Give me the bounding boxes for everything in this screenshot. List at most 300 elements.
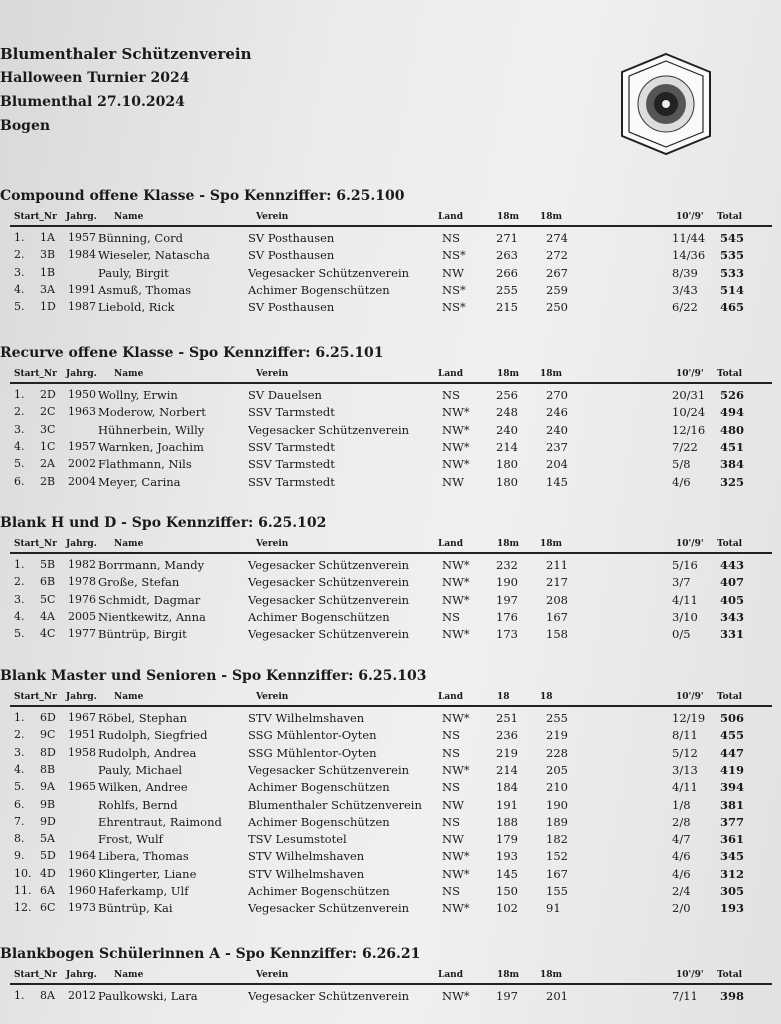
- club: SSG Mühlentor-Oyten: [248, 728, 377, 743]
- birth-year: 1976: [68, 592, 96, 606]
- region: NW*: [442, 627, 470, 642]
- total-score: 506: [720, 711, 745, 725]
- column-header: Total: [717, 970, 743, 980]
- rank: 3.: [14, 745, 25, 759]
- score-1: 197: [496, 592, 518, 607]
- score-1: 197: [496, 989, 518, 1003]
- score-1: 236: [496, 728, 518, 743]
- total-score: 312: [720, 866, 745, 881]
- score-2: 91: [546, 901, 561, 916]
- total-score: 465: [720, 300, 745, 315]
- column-header: 18m: [540, 539, 563, 549]
- score-1: 214: [496, 439, 518, 454]
- start-nr: 9B: [40, 797, 56, 811]
- score-2: 255: [546, 711, 568, 725]
- athlete-name: Klingerter, Liane: [98, 866, 197, 881]
- score-2: 204: [546, 457, 568, 472]
- total-score: 419: [720, 762, 745, 777]
- club: TSV Lesumstotel: [248, 832, 347, 847]
- tens-nines: 3/13: [672, 762, 698, 777]
- column-header: Name: [114, 970, 144, 980]
- rank: 8.: [14, 832, 25, 846]
- rank: 6.: [14, 797, 25, 811]
- rank: 5.: [14, 457, 25, 471]
- start-nr: 1A: [40, 231, 55, 244]
- score-1: 255: [496, 282, 518, 297]
- section-title: Compound offene Klasse - Spo Kennziffer: 6.25.100: [0, 188, 405, 204]
- score-2: 158: [546, 627, 568, 642]
- start-nr: 2B: [40, 474, 56, 488]
- birth-year: 1965: [68, 780, 96, 794]
- column-header: Total: [717, 369, 743, 379]
- start-nr: 6B: [40, 575, 56, 589]
- start-nr: 1D: [40, 300, 56, 314]
- start-nr: 5D: [40, 849, 56, 863]
- rank: 4.: [14, 762, 25, 776]
- tens-nines: 2/0: [672, 901, 691, 916]
- rank: 5.: [14, 780, 25, 794]
- athlete-name: Pauly, Michael: [98, 762, 183, 777]
- region: NS: [442, 609, 460, 624]
- column-header: Jahrg.: [66, 539, 97, 549]
- header-rule: [10, 983, 772, 985]
- birth-year: 1987: [68, 300, 96, 314]
- athlete-name: Hühnerbein, Willy: [98, 422, 205, 437]
- athlete-name: Asmuß, Thomas: [98, 282, 192, 297]
- total-score: 305: [720, 884, 745, 898]
- score-2: 155: [546, 884, 568, 898]
- club: Achimer Bogenschützen: [248, 282, 390, 297]
- score-1: 179: [496, 832, 518, 847]
- tens-nines: 4/11: [672, 780, 698, 795]
- column-header: 10'/9': [676, 539, 704, 549]
- start-nr: 1B: [40, 265, 56, 279]
- column-header: 10'/9': [676, 212, 704, 222]
- score-2: 270: [546, 388, 568, 402]
- column-header: Start_Nr: [14, 970, 57, 980]
- total-score: 451: [720, 439, 745, 454]
- score-1: 173: [496, 627, 518, 642]
- column-header: 18m: [540, 369, 563, 379]
- tens-nines: 4/6: [672, 866, 691, 881]
- score-2: 240: [546, 422, 568, 437]
- score-2: 190: [546, 797, 568, 812]
- column-header: Total: [717, 692, 743, 702]
- score-1: 150: [496, 884, 518, 898]
- start-nr: 9C: [40, 728, 56, 742]
- rank: 7.: [14, 814, 25, 828]
- column-header: Name: [114, 369, 144, 379]
- region: NS: [442, 388, 460, 402]
- score-1: 191: [496, 797, 518, 812]
- birth-year: 1991: [68, 282, 96, 296]
- region: NS: [442, 780, 460, 795]
- total-score: 193: [720, 901, 745, 916]
- total-score: 384: [720, 457, 745, 472]
- club: STV Wilhelmshaven: [248, 711, 365, 725]
- total-score: 447: [720, 745, 745, 760]
- score-2: 201: [546, 989, 568, 1003]
- region: NW: [442, 797, 464, 812]
- place-date: Blumenthal 27.10.2024: [0, 94, 185, 110]
- rank: 11.: [14, 884, 32, 897]
- column-header: Name: [114, 539, 144, 549]
- athlete-name: Große, Stefan: [98, 575, 180, 590]
- rank: 2.: [14, 728, 25, 742]
- score-2: 205: [546, 762, 568, 777]
- start-nr: 6D: [40, 711, 56, 724]
- start-nr: 2D: [40, 388, 56, 401]
- rank: 12.: [14, 901, 32, 915]
- column-header: Jahrg.: [66, 369, 97, 379]
- rank: 4.: [14, 609, 25, 623]
- column-header: Start_Nr: [14, 212, 57, 222]
- score-2: 208: [546, 592, 568, 607]
- tens-nines: 4/6: [672, 474, 691, 489]
- birth-year: 2004: [68, 474, 96, 488]
- rank: 1.: [14, 558, 25, 571]
- score-2: 167: [546, 609, 568, 624]
- column-header: Start_Nr: [14, 369, 57, 379]
- athlete-name: Meyer, Carina: [98, 474, 181, 489]
- score-2: 182: [546, 832, 568, 847]
- tens-nines: 7/11: [672, 989, 698, 1003]
- region: NW*: [442, 866, 470, 881]
- column-header: Total: [717, 212, 743, 222]
- club: Achimer Bogenschützen: [248, 780, 390, 795]
- total-score: 394: [720, 780, 745, 795]
- rank: 1.: [14, 388, 25, 401]
- section-title: Recurve offene Klasse - Spo Kennziffer: 6.25.101: [0, 345, 384, 361]
- column-header: 18m: [497, 539, 520, 549]
- total-score: 343: [720, 609, 745, 624]
- total-score: 331: [720, 627, 745, 642]
- total-score: 345: [720, 849, 745, 864]
- start-nr: 9A: [40, 780, 55, 794]
- column-header: 10'/9': [676, 970, 704, 980]
- region: NW: [442, 265, 464, 280]
- section-title: Blankbogen Schülerinnen A - Spo Kennziffer: 6.26.21: [0, 946, 421, 962]
- score-2: 250: [546, 300, 568, 315]
- score-2: 274: [546, 231, 568, 245]
- column-header: 18m: [540, 970, 563, 980]
- region: NW*: [442, 439, 470, 454]
- region: NW*: [442, 762, 470, 777]
- birth-year: 1967: [68, 711, 96, 724]
- tens-nines: 6/22: [672, 300, 698, 315]
- total-score: 325: [720, 474, 745, 489]
- region: NW*: [442, 901, 470, 916]
- column-header: Name: [114, 212, 144, 222]
- total-score: 455: [720, 728, 745, 743]
- club: STV Wilhelmshaven: [248, 849, 365, 864]
- birth-year: 1951: [68, 728, 96, 742]
- total-score: 398: [720, 989, 745, 1003]
- column-header: 18m: [497, 970, 520, 980]
- region: NW*: [442, 989, 470, 1003]
- rank: 9.: [14, 849, 25, 863]
- score-1: 214: [496, 762, 518, 777]
- start-nr: 3B: [40, 248, 56, 262]
- tens-nines: 8/39: [672, 265, 698, 280]
- column-header: Verein: [256, 970, 289, 980]
- club: SSV Tarmstedt: [248, 405, 335, 420]
- region: NS*: [442, 300, 466, 315]
- column-header: Total: [717, 539, 743, 549]
- region: NW: [442, 474, 464, 489]
- column-header: 18m: [497, 212, 520, 222]
- start-nr: 5C: [40, 592, 56, 606]
- column-header: Land: [438, 692, 463, 702]
- score-1: 248: [496, 405, 518, 420]
- club: Achimer Bogenschützen: [248, 609, 390, 624]
- birth-year: 1958: [68, 745, 96, 759]
- score-2: 211: [546, 558, 568, 572]
- score-2: 189: [546, 814, 568, 829]
- tens-nines: 4/11: [672, 592, 698, 607]
- total-score: 480: [720, 422, 745, 437]
- total-score: 405: [720, 592, 745, 607]
- column-header: 10'/9': [676, 692, 704, 702]
- region: NW*: [442, 575, 470, 590]
- score-1: 219: [496, 745, 518, 760]
- tens-nines: 20/31: [672, 388, 706, 402]
- athlete-name: Wilken, Andree: [98, 780, 188, 795]
- region: NW*: [442, 405, 470, 420]
- birth-year: 1984: [68, 248, 96, 262]
- score-1: 188: [496, 814, 518, 829]
- club: SSV Tarmstedt: [248, 474, 335, 489]
- column-header: Verein: [256, 212, 289, 222]
- birth-year: 1950: [68, 388, 96, 401]
- column-header: Start_Nr: [14, 539, 57, 549]
- athlete-name: Flathmann, Nils: [98, 457, 192, 472]
- region: NW*: [442, 422, 470, 437]
- tens-nines: 2/8: [672, 814, 691, 829]
- club: SSV Tarmstedt: [248, 439, 335, 454]
- region: NW: [442, 832, 464, 847]
- score-1: 145: [496, 866, 518, 881]
- club: STV Wilhelmshaven: [248, 866, 365, 881]
- total-score: 514: [720, 282, 745, 297]
- birth-year: 2002: [68, 457, 96, 471]
- rank: 10.: [14, 866, 32, 880]
- score-1: 184: [496, 780, 518, 795]
- rank: 5.: [14, 300, 25, 314]
- score-2: 167: [546, 866, 568, 881]
- total-score: 381: [720, 797, 745, 812]
- athlete-name: Büntrüp, Kai: [98, 901, 173, 916]
- score-1: 180: [496, 474, 518, 489]
- rank: 4.: [14, 282, 25, 296]
- club: Vegesacker Schützenverein: [248, 422, 410, 437]
- tens-nines: 7/22: [672, 439, 698, 454]
- total-score: 361: [720, 832, 745, 847]
- total-score: 494: [720, 405, 745, 420]
- tens-nines: 2/4: [672, 884, 691, 898]
- start-nr: 4A: [40, 609, 55, 623]
- athlete-name: Liebold, Rick: [98, 300, 175, 315]
- score-1: 266: [496, 265, 518, 280]
- birth-year: 1960: [68, 866, 96, 880]
- score-2: 152: [546, 849, 568, 864]
- athlete-name: Haferkamp, Ulf: [98, 884, 189, 898]
- birth-year: 1963: [68, 405, 96, 419]
- club: Vegesacker Schützenverein: [248, 558, 410, 572]
- club: Vegesacker Schützenverein: [248, 575, 410, 590]
- score-1: 271: [496, 231, 518, 245]
- score-2: 259: [546, 282, 568, 297]
- total-score: 526: [720, 388, 745, 402]
- rank: 3.: [14, 592, 25, 606]
- birth-year: 1982: [68, 558, 96, 571]
- section-title: Blank Master und Senioren - Spo Kennziffer: 6.25.103: [0, 668, 427, 684]
- score-1: 240: [496, 422, 518, 437]
- column-header: Land: [438, 539, 463, 549]
- athlete-name: Röbel, Stephan: [98, 711, 188, 725]
- start-nr: 6A: [40, 884, 55, 897]
- rank: 2.: [14, 575, 25, 589]
- club: Vegesacker Schützenverein: [248, 989, 410, 1003]
- club: Vegesacker Schützenverein: [248, 265, 410, 280]
- score-2: 219: [546, 728, 568, 743]
- discipline-label: Bogen: [0, 118, 51, 134]
- athlete-name: Libera, Thomas: [98, 849, 189, 864]
- column-header: 18: [497, 692, 510, 702]
- birth-year: 1973: [68, 901, 96, 915]
- total-score: 545: [720, 231, 745, 245]
- club: Achimer Bogenschützen: [248, 884, 390, 898]
- section-title: Blank H und D - Spo Kennziffer: 6.25.102: [0, 515, 327, 531]
- region: NW*: [442, 711, 470, 725]
- score-1: 251: [496, 711, 518, 725]
- rank: 1.: [14, 711, 25, 724]
- column-header: 18: [540, 692, 553, 702]
- region: NS*: [442, 248, 466, 263]
- score-1: 256: [496, 388, 518, 402]
- score-1: 215: [496, 300, 518, 315]
- score-1: 193: [496, 849, 518, 864]
- column-header: Jahrg.: [66, 970, 97, 980]
- column-header: Verein: [256, 369, 289, 379]
- score-1: 232: [496, 558, 518, 572]
- score-2: 210: [546, 780, 568, 795]
- total-score: 377: [720, 814, 745, 829]
- start-nr: 8A: [40, 989, 55, 1002]
- column-header: Land: [438, 970, 463, 980]
- athlete-name: Schmidt, Dagmar: [98, 592, 201, 607]
- tens-nines: 14/36: [672, 248, 706, 263]
- region: NW*: [442, 457, 470, 472]
- column-header: Land: [438, 369, 463, 379]
- rank: 6.: [14, 474, 25, 488]
- birth-year: 1960: [68, 884, 96, 897]
- club: Vegesacker Schützenverein: [248, 762, 410, 777]
- header-rule: [10, 552, 772, 554]
- rank: 4.: [14, 439, 25, 453]
- start-nr: 3A: [40, 282, 55, 296]
- birth-year: 1964: [68, 849, 96, 863]
- birth-year: 2005: [68, 609, 96, 623]
- region: NW*: [442, 849, 470, 864]
- column-header: Jahrg.: [66, 212, 97, 222]
- column-header: Name: [114, 692, 144, 702]
- birth-year: 1957: [68, 231, 96, 244]
- score-1: 263: [496, 248, 518, 263]
- tens-nines: 10/24: [672, 405, 706, 420]
- athlete-name: Nientkewitz, Anna: [98, 609, 206, 624]
- column-header: 18m: [497, 369, 520, 379]
- region: NS: [442, 884, 460, 898]
- region: NS: [442, 814, 460, 829]
- tens-nines: 5/16: [672, 558, 698, 572]
- athlete-name: Moderow, Norbert: [98, 405, 206, 420]
- club: Vegesacker Schützenverein: [248, 901, 410, 916]
- start-nr: 4D: [40, 866, 56, 880]
- start-nr: 2A: [40, 457, 55, 471]
- total-score: 443: [720, 558, 745, 572]
- athlete-name: Frost, Wulf: [98, 832, 163, 847]
- column-header: 18m: [540, 212, 563, 222]
- tens-nines: 0/5: [672, 627, 691, 642]
- score-1: 176: [496, 609, 518, 624]
- tens-nines: 8/11: [672, 728, 698, 743]
- athlete-name: Wollny, Erwin: [98, 388, 178, 402]
- header-rule: [10, 382, 772, 384]
- start-nr: 5B: [40, 558, 56, 571]
- tens-nines: 3/43: [672, 282, 698, 297]
- column-header: Start_Nr: [14, 692, 57, 702]
- region: NW*: [442, 558, 470, 572]
- document-header: [0, 42, 252, 138]
- athlete-name: Bünning, Cord: [98, 231, 184, 245]
- tens-nines: 5/8: [672, 457, 691, 472]
- score-2: 272: [546, 248, 568, 263]
- birth-year: 2012: [68, 989, 96, 1002]
- rank: 2.: [14, 405, 25, 419]
- score-2: 267: [546, 265, 568, 280]
- club: Vegesacker Schützenverein: [248, 627, 410, 642]
- athlete-name: Ehrentraut, Raimond: [98, 814, 222, 829]
- athlete-name: Rohlfs, Bernd: [98, 797, 178, 812]
- club: SV Posthausen: [248, 231, 335, 245]
- club: Achimer Bogenschützen: [248, 814, 390, 829]
- score-1: 102: [496, 901, 518, 916]
- rank: 1.: [14, 989, 25, 1002]
- tens-nines: 1/8: [672, 797, 691, 812]
- region: NS: [442, 231, 460, 245]
- column-header: 10'/9': [676, 369, 704, 379]
- total-score: 407: [720, 575, 745, 590]
- athlete-name: Wieseler, Natascha: [98, 248, 210, 263]
- tens-nines: 11/44: [672, 231, 706, 245]
- club: SSV Tarmstedt: [248, 457, 335, 472]
- total-score: 535: [720, 248, 745, 263]
- start-nr: 1C: [40, 439, 56, 453]
- region: NS: [442, 728, 460, 743]
- start-nr: 5A: [40, 832, 55, 846]
- header-rule: [10, 225, 772, 227]
- rank: 3.: [14, 265, 25, 279]
- athlete-name: Borrmann, Mandy: [98, 558, 205, 572]
- tens-nines: 3/7: [672, 575, 691, 590]
- club: Blumenthaler Schützenverein: [248, 797, 422, 812]
- start-nr: 8D: [40, 745, 56, 759]
- score-1: 180: [496, 457, 518, 472]
- start-nr: 6C: [40, 901, 56, 915]
- tens-nines: 5/12: [672, 745, 698, 760]
- athlete-name: Pauly, Birgit: [98, 265, 169, 280]
